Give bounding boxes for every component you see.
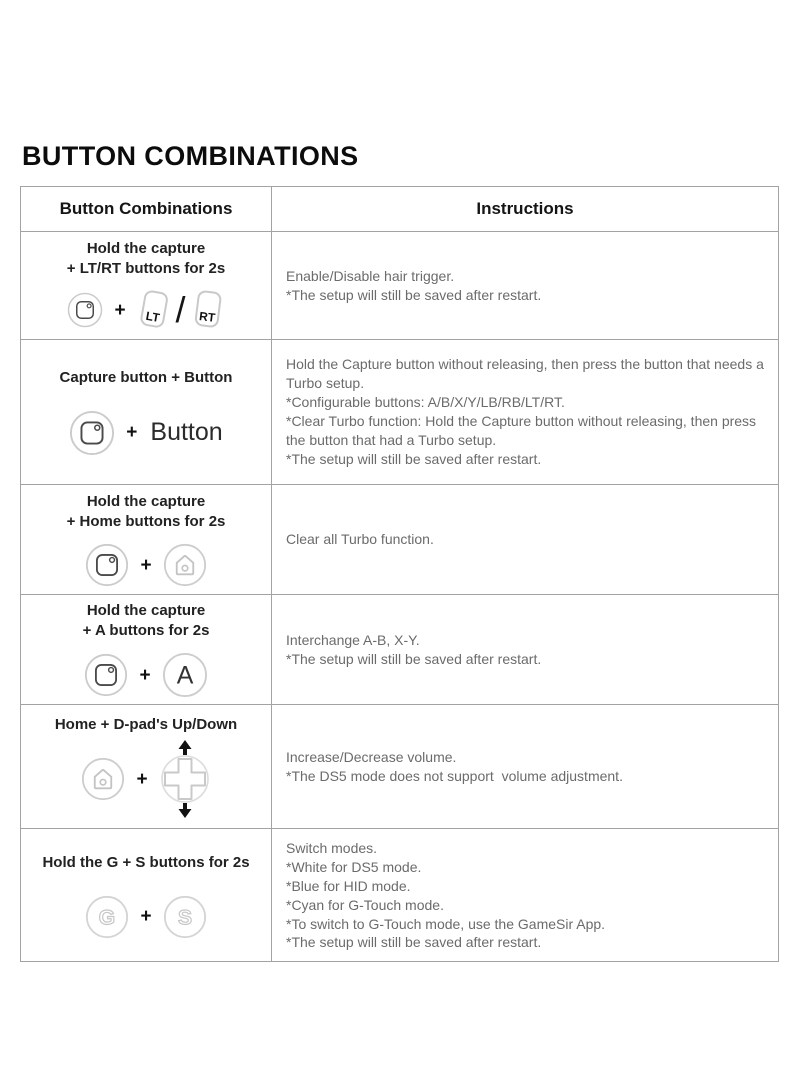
instruction-line: Switch modes. <box>286 840 378 856</box>
plus-symbol: + <box>126 422 138 444</box>
combo-line: Capture button + Button <box>59 369 233 387</box>
combo-label <box>55 715 237 735</box>
instruction-line: Clear all Turbo function. <box>286 531 434 548</box>
combo-label <box>42 853 249 873</box>
g-label: G <box>99 905 116 929</box>
instructions-cell <box>272 232 778 339</box>
table-row <box>21 704 778 828</box>
combo-line: Hold the G + S buttons for 2s <box>42 853 250 871</box>
combo-cell-capture-ltrt <box>21 232 272 339</box>
s-button-icon <box>163 895 207 939</box>
instruction-line: Interchange A-B, X-Y. <box>286 631 420 648</box>
button-combinations-table <box>20 186 779 962</box>
combo-line: + A buttons for 2s <box>82 621 210 639</box>
combo-line: + Home buttons for 2s <box>66 512 226 530</box>
rt-label: RT <box>197 309 216 326</box>
plus-symbol: + <box>139 664 151 686</box>
col-header-instructions: Instructions <box>476 199 574 218</box>
plus-symbol: + <box>140 906 152 928</box>
g-button-icon <box>85 895 129 939</box>
table-row <box>21 231 778 339</box>
instruction-line: *The setup will still be saved after restart. <box>286 650 542 667</box>
icon-row <box>85 543 206 587</box>
dpad-up-down-icon <box>159 740 211 818</box>
instructions-cell <box>272 705 778 828</box>
instruction-line: *The DS5 mode does not support volume adjustment. <box>286 767 623 784</box>
combo-line: Hold the capture <box>86 601 206 619</box>
instruction-line: Enable/Disable hair trigger. <box>286 267 455 284</box>
icon-row <box>69 410 222 456</box>
combo-cell-capture-a <box>21 595 272 704</box>
instruction-line: *The setup will still be saved after restart. <box>286 286 542 303</box>
home-button-icon <box>81 757 125 801</box>
capture-button-icon <box>85 543 129 587</box>
s-label: S <box>177 905 192 929</box>
combo-label <box>67 239 225 279</box>
instruction-line: *The setup will still be saved after restart. <box>286 934 542 951</box>
combo-label <box>60 368 233 388</box>
plus-symbol: + <box>140 554 152 576</box>
table-row <box>21 339 778 484</box>
combo-label <box>83 601 210 641</box>
icon-row <box>67 288 224 332</box>
col-header-button-combinations: Button Combinations <box>21 187 272 231</box>
combo-line: Hold the capture <box>86 492 206 510</box>
capture-button-icon <box>67 292 103 328</box>
instruction-line: *Cyan for G-Touch mode. <box>286 896 444 913</box>
plus-symbol: + <box>114 299 126 321</box>
down-arrow-icon <box>178 803 191 818</box>
table-row <box>21 594 778 704</box>
capture-button-icon <box>84 653 128 697</box>
plus-symbol: + <box>136 768 148 790</box>
icon-row <box>85 895 206 939</box>
combo-line: Home + D-pad's Up/Down <box>54 715 238 733</box>
combo-cell-capture-button <box>21 340 272 484</box>
table-row <box>21 484 778 594</box>
table-row <box>21 828 778 961</box>
lt-trigger-icon <box>137 288 171 332</box>
instructions-cell <box>272 340 778 484</box>
button-word-label: Button <box>150 418 223 447</box>
instruction-line: *White for DS5 mode. <box>286 858 422 875</box>
icon-row <box>81 740 210 818</box>
slash-symbol: / <box>175 289 186 331</box>
combo-label <box>67 492 226 532</box>
icon-row <box>84 652 207 698</box>
instruction-line: *Clear Turbo function: Hold the Capture button without releasing, then press the button that had a Turbo setup. <box>286 413 760 448</box>
instruction-line: *The setup will still be saved after restart. <box>286 450 542 467</box>
page-title: BUTTON COMBINATIONS <box>22 141 359 171</box>
combo-line: + LT/RT buttons for 2s <box>66 259 226 277</box>
combo-cell-g-s <box>21 829 272 962</box>
instruction-line: *Configurable buttons: A/B/X/Y/LB/RB/LT/RT. <box>286 394 565 411</box>
instructions-cell <box>272 485 778 594</box>
instruction-line: Increase/Decrease volume. <box>286 748 457 765</box>
a-button-icon <box>162 652 208 698</box>
combo-line: Hold the capture <box>86 239 206 257</box>
instructions-cell <box>272 595 778 704</box>
up-arrow-icon <box>178 740 191 755</box>
instructions-cell <box>272 829 778 962</box>
combo-cell-capture-home <box>21 485 272 594</box>
rt-trigger-icon <box>191 288 225 332</box>
home-button-icon <box>163 543 207 587</box>
combo-cell-home-dpad <box>21 705 272 828</box>
lt-label: LT <box>144 309 161 326</box>
instruction-line: Hold the Capture button without releasing, then press the button that needs a Turbo setup. <box>286 356 768 392</box>
instruction-line: *Blue for HID mode. <box>286 877 411 894</box>
instruction-line: *To switch to G-Touch mode, use the GameSir App. <box>286 915 606 932</box>
a-label: A <box>176 662 193 691</box>
table-header-row <box>21 187 778 231</box>
capture-button-icon <box>69 410 115 456</box>
